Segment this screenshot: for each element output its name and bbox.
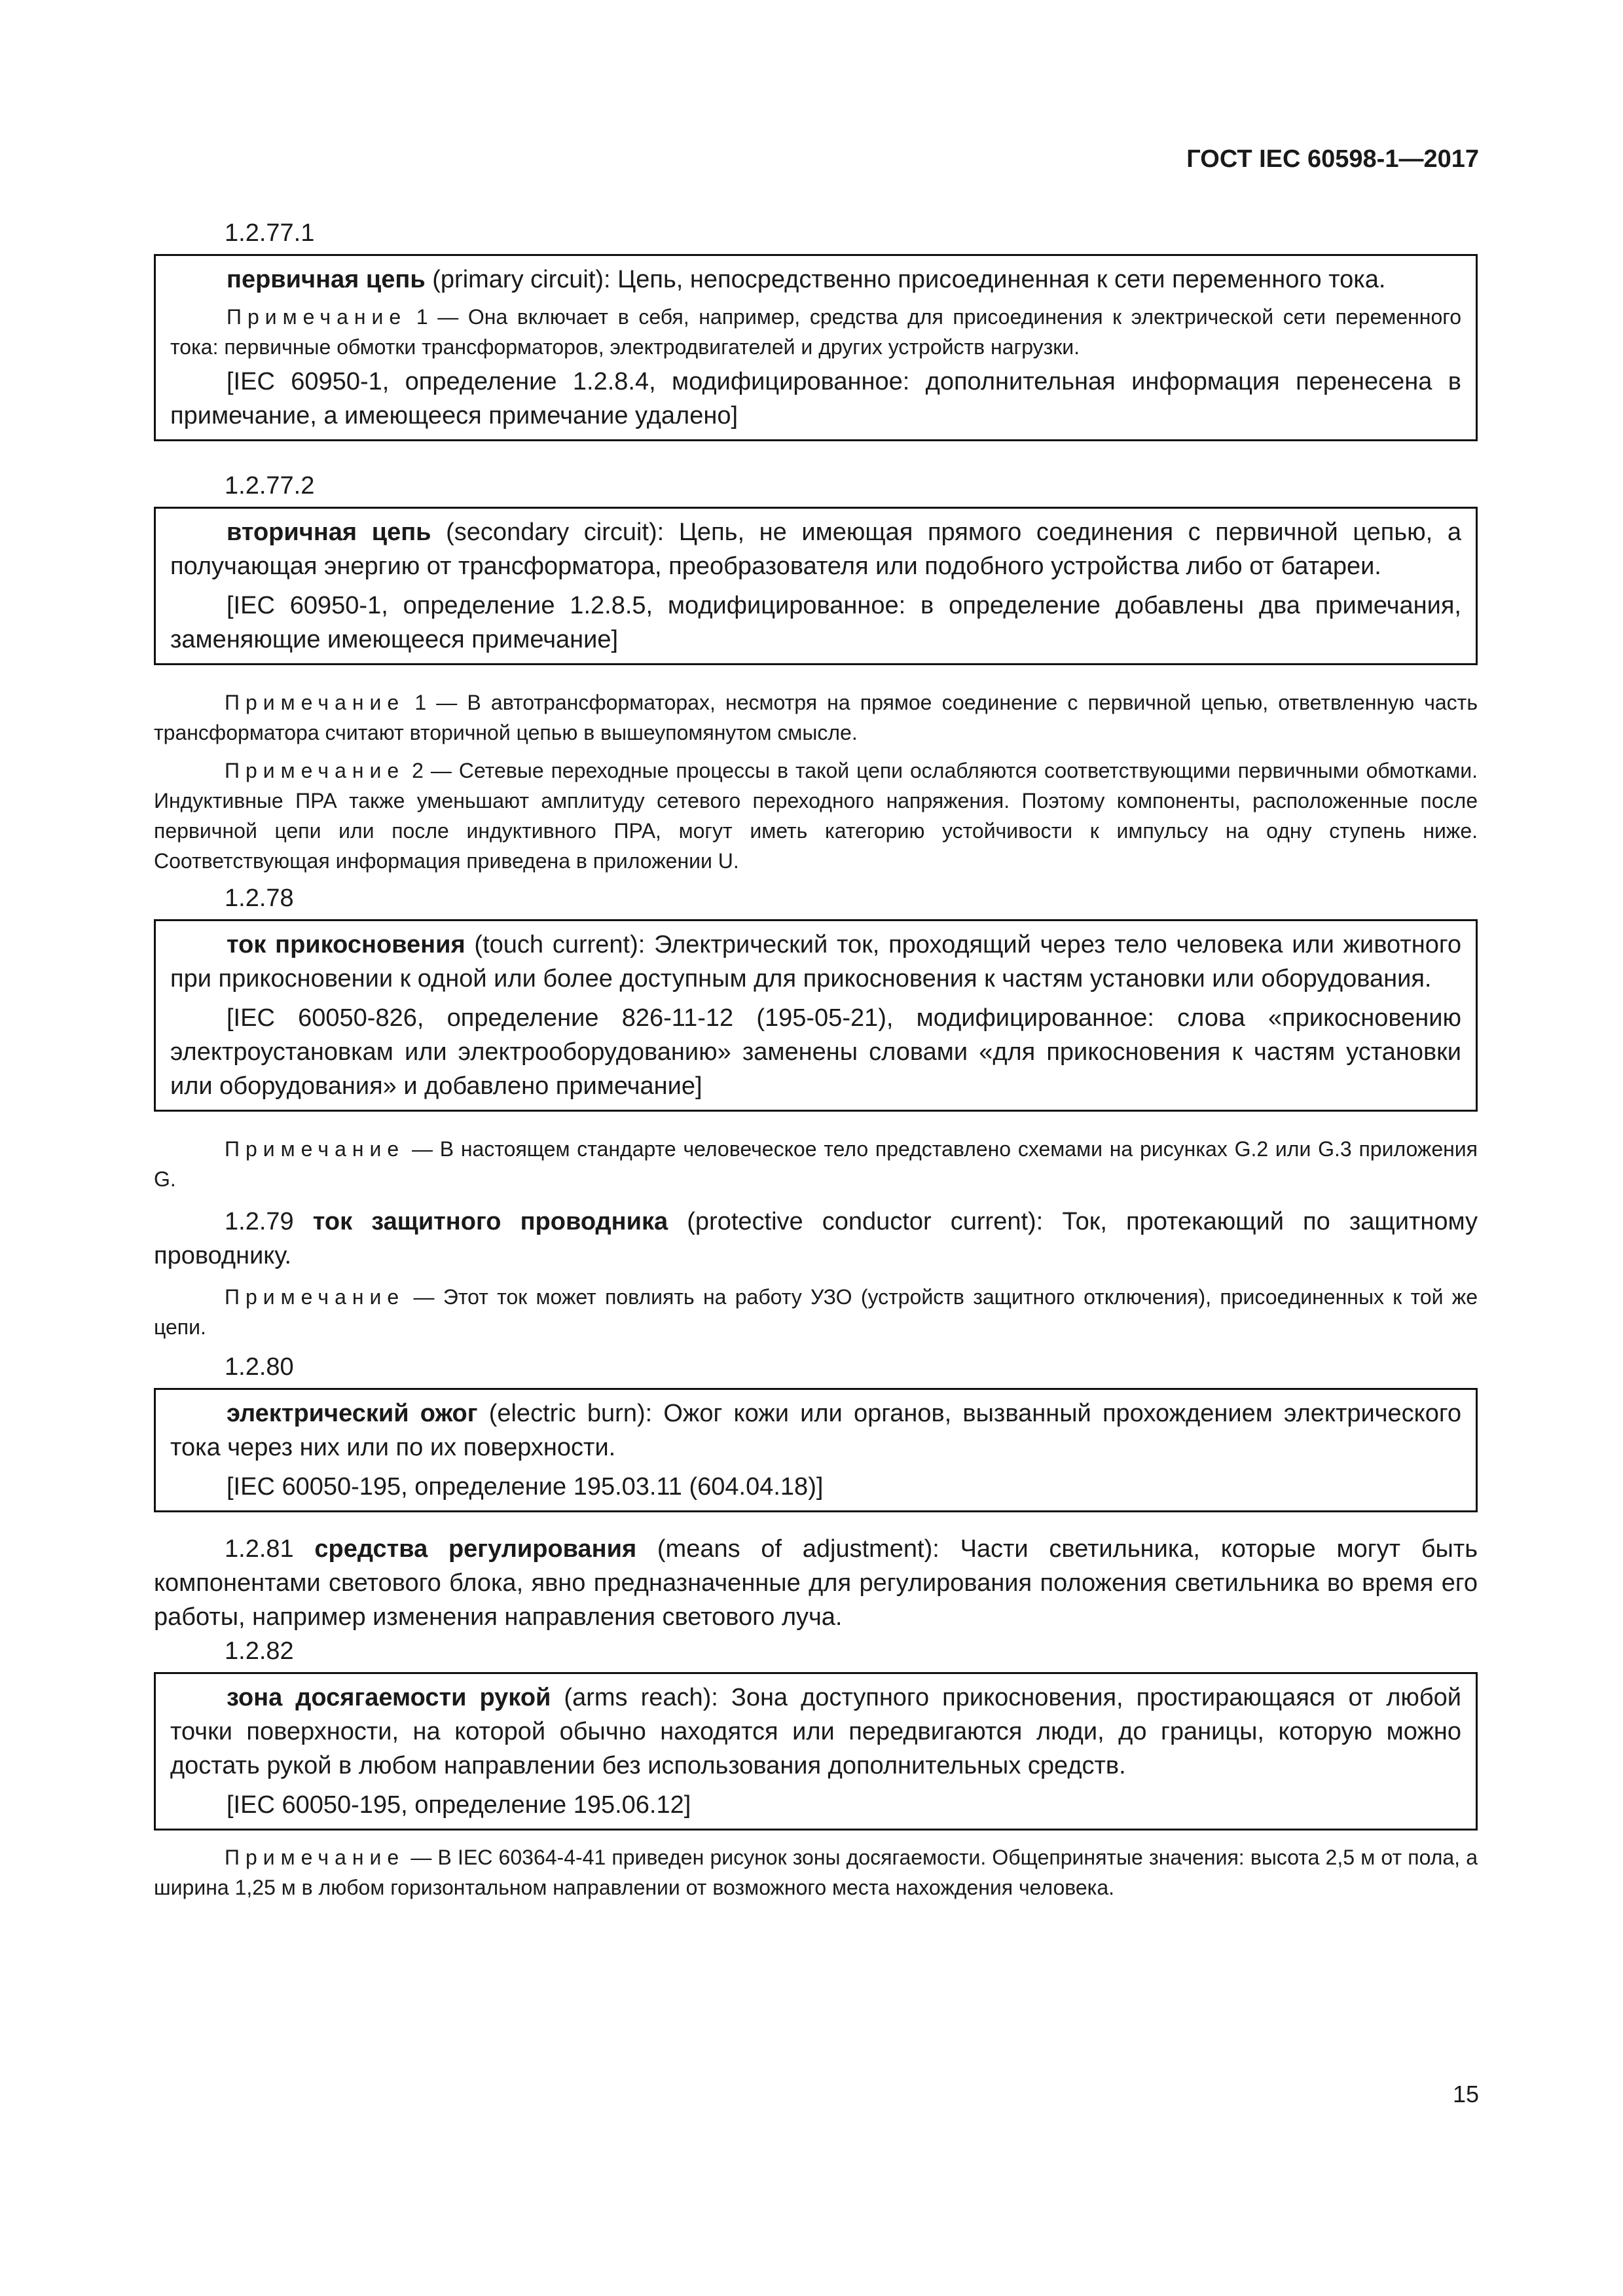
clause-number: 1.2.77.1	[225, 219, 315, 247]
source-reference: [IEC 60950-1, определение 1.2.8.5, модифицированное: в определение добавлены два примечания, заменяющие имеющееся примечание]	[170, 592, 1461, 653]
definition-text: (primary circuit): Цепь, непосредственно присоединенная к сети переменного тока.	[425, 266, 1386, 293]
note-label: Примечание	[225, 1285, 405, 1309]
term: средства регулирования	[314, 1535, 637, 1563]
definition-text: (arms reach): Зона доступного прикосновения, простирающаяся от любой точки поверхности, на которой обычно находятся или передвигаются люди, до границы, которую можно достать рукой в любом направлении без использования дополнительных средств.	[170, 1684, 1461, 1779]
term: первичная цепь	[227, 266, 426, 293]
definition-paragraph	[170, 515, 1461, 583]
definition-box	[154, 1672, 1478, 1831]
clause-number: 1.2.82	[225, 1637, 294, 1665]
note-text: В автотрансформаторах, несмотря на прямое соединение с первичной цепью, ответвленную часть трансформатора считают вторичной цепью в вышеупомянутом смысле.	[154, 691, 1478, 744]
note: Примечание 1 — В автотрансформаторах, несмотря на прямое соединение с первичной цепью, ответвленную часть трансформатора считают вторичной цепью в вышеупомянутом смысле.	[154, 691, 1478, 744]
source-reference: [IEC 60950-1, определение 1.2.8.4, модифицированное: дополнительная информация перенесена в примечание, а имеющееся примечание удалено]	[170, 368, 1461, 429]
source-reference: [IEC 60050-826, определение 826-11-12 (195-05-21), модифицированное: слова «прикосновению электроустановкам или электрооборудованию» заменены словами «для прикосновения к частям установки или оборудования» и добавлено примечание]	[170, 1004, 1461, 1100]
definition-text: (protective conductor current): Ток, протекающий по защитному проводнику.	[154, 1208, 1478, 1269]
term: ток прикосновения	[227, 931, 465, 958]
term: зона досягаемости рукой	[227, 1684, 551, 1711]
definition-text: (touch current): Электрический ток, проходящий через тело человека или животного при прикосновении к одной или более доступным для прикосновения к частям установки или оборудования.	[170, 931, 1461, 993]
note-label: Примечание	[225, 691, 405, 714]
source-reference: [IEC 60050-195, определение 195.06.12]	[227, 1791, 691, 1819]
definition-box	[154, 254, 1478, 441]
definition-paragraph	[170, 928, 1461, 996]
definition-text: (secondary circuit): Цепь, не имеющая прямого соединения с первичной цепью, а получающая энергию от трансформатора, преобразователя или подобного устройства либо от батареи.	[170, 519, 1462, 580]
clause-number: 1.2.78	[225, 884, 294, 912]
note-text: Этот ток может повлиять на работу УЗО (устройств защитного отключения), присоединенных к той же цепи.	[154, 1285, 1478, 1339]
definition-text: (means of adjustment): Части светильника, которые могут быть компонентами светового блока, явно предназначенные для регулирования положения светильника во время его работы, например изменения направления светового луча.	[154, 1535, 1478, 1631]
definition-box	[154, 919, 1478, 1112]
definition-paragraph	[154, 1205, 1478, 1273]
definition-text: (electric burn): Ожог кожи или органов, вызванный прохождением электрического тока через них или по их поверхности.	[170, 1400, 1461, 1461]
definition-paragraph	[170, 1396, 1461, 1465]
note-text: Сетевые переходные процессы в такой цепи ослабляются соответствующими первичными обмотками. Индуктивные ПРА также уменьшают амплитуду сетевого переходного напряжения. Поэтому компоненты, расположенные после первичной цепи или после индуктивного ПРА, могут иметь категорию устойчивости к импульсу на одну ступень ниже. Соответствующая информация приведена в приложении U.	[154, 759, 1478, 873]
document-header: ГОСТ IEC 60598-1—2017	[1186, 145, 1479, 173]
definition-paragraph	[170, 1681, 1461, 1783]
source-reference: [IEC 60050-195, определение 195.03.11 (604.04.18)]	[227, 1473, 824, 1501]
definition-box	[154, 507, 1478, 665]
note: Примечание 1 — Она включает в себя, например, средства для присоединения к электрической сети переменного тока: первичные обмотки трансформаторов, электродвигателей и других устройств нагрузки.	[170, 305, 1462, 359]
term: ток защитного проводника	[312, 1208, 668, 1235]
document-body	[154, 216, 1478, 1903]
definition-paragraph	[170, 263, 1461, 297]
definition-box	[154, 1388, 1478, 1512]
clause-number: 1.2.77.2	[225, 472, 315, 500]
note-text: В IEC 60364-4-41 приведен рисунок зоны досягаемости. Общепринятые значения: высота 2,5 м от пола, а ширина 1,25 м в любом горизонтальном направлении от возможного места нахождения человека.	[154, 1846, 1478, 1899]
note: Примечание — В настоящем стандарте человеческое тело представлено схемами на рисунках G.2 или G.3 приложения G.	[154, 1137, 1478, 1191]
note-text: В настоящем стандарте человеческое тело представлено схемами на рисунках G.2 или G.3 приложения G.	[154, 1137, 1478, 1191]
term: электрический ожог	[227, 1400, 478, 1427]
clause-number: 1.2.79	[225, 1208, 294, 1235]
clause-number: 1.2.81	[225, 1535, 294, 1563]
note-label: Примечание	[225, 1137, 405, 1161]
clause-number: 1.2.80	[225, 1353, 294, 1381]
note-text: Она включает в себя, например, средства для присоединения к электрической сети переменного тока: первичные обмотки трансформаторов, электродвигателей и других устройств нагрузки.	[170, 305, 1462, 359]
note-label: Примечание	[225, 1846, 405, 1869]
note-label: Примечание	[227, 305, 407, 329]
page-number: 15	[1452, 2081, 1479, 2107]
note-label: Примечание	[225, 759, 405, 782]
note: Примечание — Этот ток может повлиять на работу УЗО (устройств защитного отключения), присоединенных к той же цепи.	[154, 1285, 1478, 1339]
note: Примечание — В IEC 60364-4-41 приведен рисунок зоны досягаемости. Общепринятые значения: высота 2,5 м от пола, а ширина 1,25 м в любом горизонтальном направлении от возможного места нахождения человека.	[154, 1846, 1478, 1899]
definition-paragraph	[154, 1532, 1478, 1634]
term: вторичная цепь	[227, 519, 431, 546]
note: Примечание 2 — Сетевые переходные процессы в такой цепи ослабляются соответствующими первичными обмотками. Индуктивные ПРА также уменьшают амплитуду сетевого переходного напряжения. Поэтому компоненты, расположенные после первичной цепи или после индуктивного ПРА, могут иметь категорию устойчивости к импульсу на одну ступень ниже. Соответствующая информация приведена в приложении U.	[154, 759, 1478, 873]
